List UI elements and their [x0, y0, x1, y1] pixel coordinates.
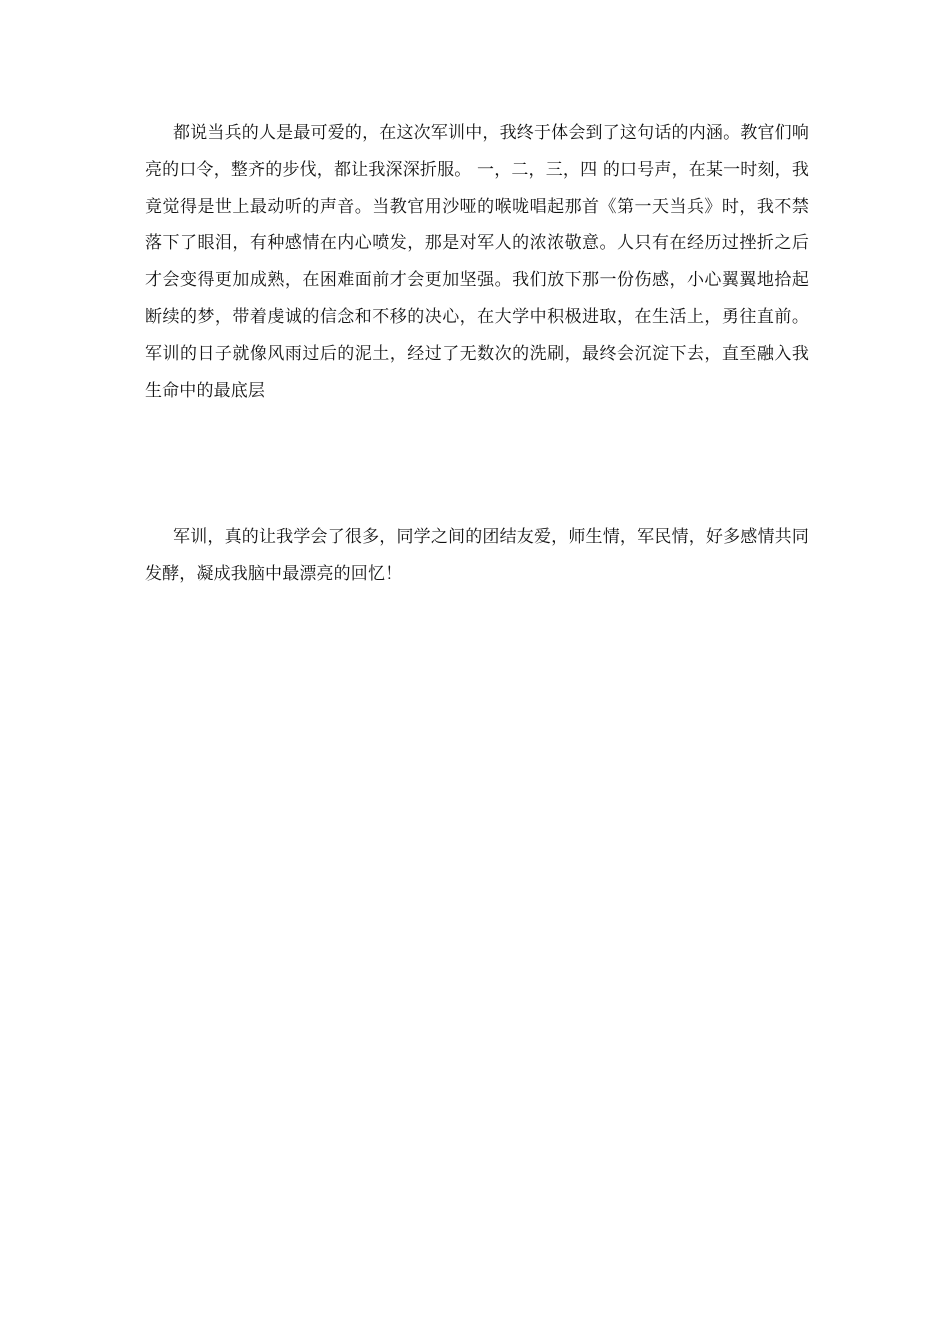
body-paragraph-1: 都说当兵的人是最可爱的，在这次军训中，我终于体会到了这句话的内涵。教官们响亮的口令，整齐的步伐，都让我深深折服。 一，二，三，四 的口号声，在某一时刻，我竟觉得是世上最动听的声音。当教官用沙哑的喉咙唱起那首《第一天当兵》时，我不禁落下了眼泪，有种感情在内心喷发，那是对军人的浓浓敬意。人只有在经历过挫折之后才会变得更加成熟，在困难面前才会更加坚强。我们放下那一份伤感，小心翼翼地拾起断续的梦，带着虔诚的信念和不移的决心，在大学中积极进取，在生活上，勇往直前。军训的日子就像风雨过后的泥土，经过了无数次的洗刷，最终会沉淀下去，直至融入我生命中的最底层: [145, 123, 809, 401]
body-paragraph-2: 军训，真的让我学会了很多，同学之间的团结友爱，师生情，军民情，好多感情共同发酵，凝成我脑中最漂亮的回忆！: [145, 527, 809, 584]
